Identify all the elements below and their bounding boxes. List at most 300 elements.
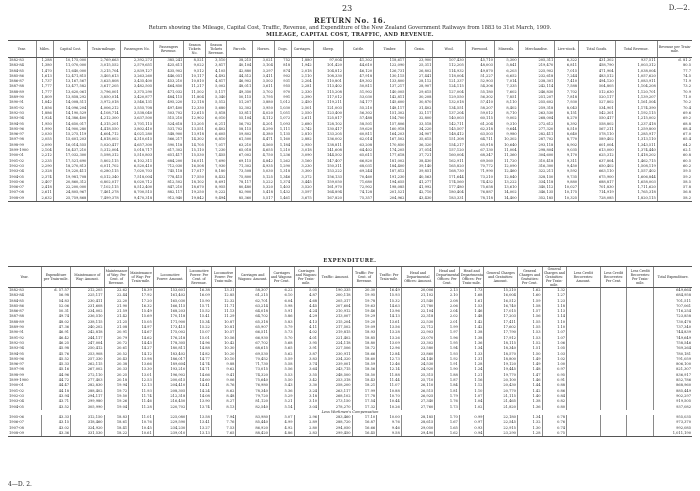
revenue-cell: 187,812 bbox=[374, 169, 406, 174]
revenue-cell: 153,222 bbox=[313, 169, 343, 174]
revenue-cell: 1896-97 bbox=[9, 132, 24, 137]
expenditure-cell: 1.36 bbox=[459, 341, 484, 346]
revenue-cell: 2,632 bbox=[36, 196, 53, 202]
revenue-cell: 1,003,312 bbox=[615, 63, 657, 68]
expenditure-cell: 11.93 bbox=[129, 389, 154, 394]
expenditure-cell: 227,506 bbox=[319, 346, 353, 351]
expenditure-cell: 4.29 bbox=[294, 314, 319, 319]
revenue-cell: 316,300 bbox=[518, 164, 555, 169]
expenditure-cell: 318,460 bbox=[71, 420, 105, 425]
revenue-cell: 1,613 bbox=[36, 74, 53, 79]
expenditure-cell: 13.27 bbox=[187, 426, 212, 431]
revenue-cell: 385,241 bbox=[154, 58, 184, 64]
expenditure-cell: 5.68 bbox=[269, 341, 294, 346]
revenue-column-header: Wool. bbox=[433, 41, 465, 58]
expenditure-cell: 234,002 bbox=[71, 309, 105, 314]
expenditure-cell: 1.91 bbox=[435, 362, 460, 367]
expenditure-cell: 22,903 bbox=[401, 330, 435, 335]
revenue-cell: 752 bbox=[274, 58, 291, 64]
expenditure-cell: 1901-02 bbox=[9, 388, 24, 393]
expenditure-cell: 9.76 bbox=[377, 420, 402, 425]
revenue-cell: 2,611 bbox=[36, 190, 53, 195]
expenditure-cell: 250,412 bbox=[71, 346, 105, 351]
revenue-cell: 4,750 bbox=[253, 153, 275, 158]
expenditure-cell: 10.44 bbox=[377, 399, 402, 404]
revenue-table bbox=[8, 40, 692, 202]
expenditure-cell: 1.34 bbox=[517, 415, 542, 420]
expenditure-cell: 13.90 bbox=[187, 399, 212, 404]
revenue-cell: 340,112 bbox=[518, 185, 555, 190]
expenditure-cell: 44.18 bbox=[42, 389, 71, 394]
expenditure-cell: 1894-95 bbox=[9, 351, 24, 356]
revenue-cell: 60.5 bbox=[657, 159, 692, 164]
revenue-cell: 70.9 bbox=[657, 90, 692, 95]
expenditure-cell: 29,490 bbox=[401, 431, 435, 437]
expenditure-cell: 1.94 bbox=[435, 346, 460, 351]
expenditure-cell: 13.13 bbox=[187, 431, 212, 437]
revenue-cell: 1,184 bbox=[274, 143, 291, 148]
revenue-cell: 6,402 bbox=[205, 127, 227, 132]
expenditure-cell: 14.74 bbox=[187, 362, 212, 367]
revenue-cell: 8,270 bbox=[555, 116, 579, 121]
expenditure-cell: 1.07 bbox=[542, 336, 567, 341]
revenue-cell: 1,508,119 bbox=[615, 164, 657, 169]
revenue-cell: 589,402 bbox=[579, 137, 616, 142]
expenditure-cell: 1.12 bbox=[459, 383, 484, 388]
expenditure-heading: EXPENDITURE. bbox=[323, 258, 377, 264]
revenue-cell: 67,130 bbox=[465, 148, 494, 153]
revenue-cell: 512,630 bbox=[579, 90, 616, 95]
revenue-cell: 2,104 bbox=[36, 148, 53, 153]
revenue-cell: 17,550 bbox=[184, 175, 206, 180]
revenue-cell: 147,407 bbox=[313, 159, 343, 164]
expenditure-cell: 28,615 bbox=[401, 420, 435, 425]
revenue-cell: 2,235 bbox=[36, 159, 53, 164]
revenue-cell: 3,375,290 bbox=[120, 90, 153, 95]
expenditure-cell: 10.10 bbox=[211, 357, 236, 362]
expenditure-cell: 65,318 bbox=[236, 320, 270, 325]
revenue-cell: 2,281 bbox=[292, 84, 314, 89]
expenditure-cell: 21.90 bbox=[104, 304, 129, 309]
revenue-cell: 663,110 bbox=[579, 169, 616, 174]
expenditure-cell: 16,512 bbox=[484, 299, 518, 304]
expenditure-cell: 6.10 bbox=[269, 293, 294, 298]
expenditure-column-header: Carriages and Wagons: Amount. bbox=[236, 267, 270, 288]
revenue-cell: 684,200 bbox=[154, 159, 184, 164]
expenditure-cell: 730,478 bbox=[654, 320, 692, 325]
revenue-cell: 36,320 bbox=[406, 143, 433, 148]
expenditure-cell: 836,917 bbox=[654, 373, 692, 378]
revenue-cell: 293,118 bbox=[518, 143, 555, 148]
expenditure-cell: 12.96 bbox=[377, 346, 402, 351]
expenditure-cell: 1.61 bbox=[459, 299, 484, 304]
revenue-cell: 9,644 bbox=[494, 127, 518, 132]
expenditure-cell: 22,915 bbox=[484, 426, 518, 431]
revenue-cell: 64,402 bbox=[343, 148, 373, 153]
expenditure-cell: 16.45 bbox=[352, 431, 377, 437]
expenditure-cell: 1.21 bbox=[459, 373, 484, 378]
revenue-cell: 28,907 bbox=[406, 84, 433, 89]
expenditure-cell: 737,340 bbox=[654, 325, 692, 330]
revenue-column-header: Cattle. bbox=[343, 41, 373, 58]
revenue-cell: 527,802 bbox=[579, 100, 616, 105]
expenditure-cell: 22,530 bbox=[401, 320, 435, 325]
revenue-cell: 137,204 bbox=[433, 111, 465, 116]
expenditure-cell: 11.44 bbox=[377, 378, 402, 383]
expenditure-cell: 1.50 bbox=[517, 352, 542, 357]
revenue-cell: 5,125 bbox=[253, 175, 275, 180]
revenue-cell: 272,612 bbox=[518, 122, 555, 127]
expenditure-cell: 1.18 bbox=[542, 304, 567, 309]
expenditure-cell: 1.88 bbox=[435, 373, 460, 378]
expenditure-cell: 22,545 bbox=[484, 420, 518, 425]
expenditure-cell: 166,115 bbox=[153, 304, 187, 309]
expenditure-cell: 1.36 bbox=[517, 405, 542, 410]
revenue-column-header: Horses. bbox=[253, 41, 275, 58]
expenditure-cell: 18.43 bbox=[352, 378, 377, 383]
expenditure-cell: 176,218 bbox=[153, 336, 187, 341]
revenue-cell: 14,705 bbox=[184, 143, 206, 148]
revenue-cell: 6,802,017 bbox=[88, 180, 120, 185]
expenditure-cell: 19.94 bbox=[104, 383, 129, 388]
revenue-cell: 46,120 bbox=[343, 69, 373, 74]
expenditure-cell: 15.41 bbox=[187, 314, 212, 319]
expenditure-cell: 1.10 bbox=[459, 389, 484, 394]
revenue-cell: 9,022 bbox=[184, 63, 206, 68]
revenue-cell: 59,802 bbox=[227, 132, 253, 137]
expenditure-cell: 12.85 bbox=[211, 293, 236, 298]
revenue-cell: 145,600 bbox=[374, 100, 406, 105]
expenditure-cell: 0.88 bbox=[542, 383, 567, 388]
expenditure-cell: 43.15 bbox=[42, 420, 71, 425]
revenue-cell: 4,020 bbox=[253, 111, 275, 116]
expenditure-cell: 21.42 bbox=[104, 314, 129, 319]
expenditure-cell: 236,510 bbox=[71, 314, 105, 319]
revenue-cell: 3,950 bbox=[253, 106, 275, 111]
expenditure-cell: 272,110 bbox=[71, 373, 105, 378]
revenue-cell: 10,175,000 bbox=[53, 58, 88, 64]
expenditure-column-header: Less Credit Recoveries: Per Cent. bbox=[600, 267, 627, 288]
revenue-cell: 1,174,390 bbox=[615, 106, 657, 111]
revenue-cell: 124,115 bbox=[433, 84, 465, 89]
revenue-cell: 1,030 bbox=[274, 106, 291, 111]
expenditure-cell: 22.44 bbox=[104, 293, 129, 298]
expenditure-cell: 5.05 bbox=[294, 288, 319, 294]
expenditure-cell: 1.65 bbox=[435, 426, 460, 431]
revenue-cell: 198,085 bbox=[374, 185, 406, 190]
expenditure-cell: 217,502 bbox=[319, 325, 353, 330]
expenditure-cell: 10.56 bbox=[211, 336, 236, 341]
expenditure-cell: 1.00 bbox=[542, 362, 567, 367]
expenditure-cell: 7.94 bbox=[211, 415, 236, 420]
expenditure-cell: 13.58 bbox=[187, 415, 212, 420]
revenue-cell: 5,418 bbox=[253, 190, 275, 195]
revenue-cell: 49,350 bbox=[227, 90, 253, 95]
revenue-cell: 1897-98 bbox=[9, 137, 24, 142]
revenue-cell: 130,115 bbox=[374, 74, 406, 79]
expenditure-cell: 23,302 bbox=[401, 341, 435, 346]
revenue-cell: 54,177 bbox=[343, 100, 373, 105]
revenue-cell: 161,970 bbox=[313, 185, 343, 190]
revenue-cell: 132,018 bbox=[433, 100, 465, 105]
expenditure-cell: 1.87 bbox=[435, 378, 460, 383]
revenue-cell: 2,882 bbox=[292, 137, 314, 142]
expenditure-cell: 45.76 bbox=[42, 352, 71, 357]
revenue-cell: 7,588 bbox=[555, 84, 579, 89]
expenditure-cell: 212,318 bbox=[153, 394, 187, 399]
expenditure-cell: 21,780 bbox=[401, 304, 435, 309]
revenue-cell: 3,090 bbox=[292, 153, 314, 158]
revenue-cell: 6,520,410 bbox=[120, 164, 153, 169]
revenue-cell: 1,765,318 bbox=[615, 190, 657, 195]
revenue-cell: 1,120,701 bbox=[615, 90, 657, 95]
revenue-cell: 10,810 bbox=[184, 79, 206, 84]
expenditure-cell: 1.62 bbox=[435, 431, 460, 437]
revenue-cell: 160,918 bbox=[374, 127, 406, 132]
expenditure-column-header: Traffic: Per Train-mile. bbox=[377, 267, 402, 288]
revenue-cell: 484,115 bbox=[154, 95, 184, 100]
revenue-cell: 7,020,703 bbox=[120, 169, 153, 174]
expenditure-cell: 11.13 bbox=[211, 309, 236, 314]
expenditure-cell: 26,925 bbox=[401, 394, 435, 399]
revenue-cell: 164,894 bbox=[313, 190, 343, 195]
expenditure-cell: 17.92 bbox=[129, 293, 154, 298]
expenditure-cell: 20.52 bbox=[104, 352, 129, 357]
revenue-cell: 70,460 bbox=[343, 175, 373, 180]
expenditure-cell: 312,150 bbox=[71, 415, 105, 420]
expenditure-cell: 13.41 bbox=[187, 420, 212, 425]
expenditure-cell: 69,530 bbox=[236, 352, 270, 357]
revenue-cell: 1,856 bbox=[36, 106, 53, 111]
revenue-cell: 167,820 bbox=[313, 196, 343, 202]
expenditure-cell: 18.60 bbox=[352, 357, 377, 362]
revenue-cell: 15,601,203 bbox=[53, 137, 88, 142]
expenditure-column-header: Locomotive Power: Per Train-mile. bbox=[211, 267, 236, 288]
expenditure-cell: 208,305 bbox=[153, 389, 187, 394]
revenue-cell: 33,518 bbox=[406, 122, 433, 127]
revenue-cell: 52,302 bbox=[227, 106, 253, 111]
expenditure-cell: 18.72 bbox=[352, 346, 377, 351]
expenditure-cell: 50.31 bbox=[42, 309, 71, 314]
revenue-cell: 6,811 bbox=[555, 63, 579, 68]
expenditure-cell: 16.09 bbox=[187, 293, 212, 298]
expenditure-cell: 58,307 bbox=[236, 288, 270, 294]
expenditure-cell: 1892-93 bbox=[9, 340, 24, 345]
expenditure-cell: 1.93 bbox=[435, 352, 460, 357]
expenditure-cell: 1.02 bbox=[459, 405, 484, 410]
expenditure-cell: 5.21 bbox=[269, 399, 294, 404]
revenue-cell: 7,851 bbox=[494, 95, 518, 100]
revenue-cell: 1883-84 bbox=[9, 63, 24, 68]
revenue-cell: 1887-88 bbox=[9, 84, 24, 89]
revenue-cell: 10,325 bbox=[555, 196, 579, 202]
revenue-cell: 1,313,110 bbox=[615, 137, 657, 142]
revenue-cell: 141,608 bbox=[313, 148, 343, 153]
expenditure-cell: 221,402 bbox=[319, 336, 353, 341]
expenditure-cell: 1.96 bbox=[435, 336, 460, 341]
expenditure-cell: 7.76 bbox=[211, 420, 236, 425]
revenue-cell: 68.8 bbox=[657, 122, 692, 127]
expenditure-cell: 15.69 bbox=[129, 314, 154, 319]
revenue-cell: 7,930 bbox=[205, 164, 227, 169]
revenue-cell: 14,008,511 bbox=[53, 100, 88, 105]
revenue-cell: 42,880 bbox=[227, 69, 253, 74]
revenue-cell: 164,203 bbox=[374, 132, 406, 137]
revenue-cell: 7,461,278 bbox=[88, 190, 120, 195]
expenditure-column-header: Head and Departmental Offices: Amount. bbox=[401, 267, 435, 288]
expenditure-cell: 2.10 bbox=[435, 293, 460, 298]
revenue-cell: 34,907 bbox=[406, 132, 433, 137]
expenditure-cell: 14.96 bbox=[187, 341, 212, 346]
revenue-cell: 69.6 bbox=[657, 111, 692, 116]
expenditure-cell: 231,608 bbox=[71, 304, 105, 309]
revenue-cell: 3,230 bbox=[292, 164, 314, 169]
revenue-cell: 3,297 bbox=[253, 69, 275, 74]
revenue-cell: 16,508 bbox=[184, 164, 206, 169]
revenue-cell: 73,508 bbox=[227, 169, 253, 174]
revenue-cell: 62,014 bbox=[343, 137, 373, 142]
expenditure-cell: 17,015 bbox=[484, 309, 518, 314]
expenditure-cell: 9.41 bbox=[211, 373, 236, 378]
revenue-cell: 38,430 bbox=[406, 159, 433, 164]
revenue-cell: 1,072 bbox=[274, 116, 291, 121]
revenue-cell: 1,924 bbox=[36, 116, 53, 121]
revenue-cell: 1,318 bbox=[274, 169, 291, 174]
expenditure-cell: 19.20 bbox=[352, 320, 377, 325]
expenditure-cell: 16.87 bbox=[352, 420, 377, 425]
expenditure-cell: 17,411 bbox=[484, 320, 518, 325]
revenue-cell: 15,275,119 bbox=[53, 132, 88, 137]
expenditure-cell: 11.74 bbox=[129, 394, 154, 399]
revenue-cell: 136,002 bbox=[313, 137, 343, 142]
revenue-cell: 4,817 bbox=[205, 79, 227, 84]
revenue-cell: 29,615 bbox=[406, 90, 433, 95]
expenditure-cell: 216,450 bbox=[153, 399, 187, 404]
revenue-cell: 1,809 bbox=[36, 95, 53, 100]
revenue-cell: 14,900,280 bbox=[53, 127, 88, 132]
expenditure-cell: 5.73 bbox=[269, 330, 294, 335]
expenditure-cell: 3.91 bbox=[294, 346, 319, 351]
revenue-cell: 59,012 bbox=[465, 111, 494, 116]
revenue-cell: 58,207 bbox=[465, 106, 494, 111]
revenue-cell: 3,611 bbox=[253, 84, 275, 89]
expenditure-column-header: Total Expenditure. bbox=[654, 267, 692, 288]
revenue-cell: 431,302 bbox=[579, 58, 616, 64]
revenue-cell: 54,306 bbox=[465, 84, 494, 89]
revenue-cell: 10,640 bbox=[494, 143, 518, 148]
expenditure-cell: 1.47 bbox=[517, 373, 542, 378]
revenue-cell: 114,932 bbox=[433, 69, 465, 74]
revenue-column-header: Minerals. bbox=[494, 41, 518, 58]
expenditure-cell: 10.61 bbox=[129, 431, 154, 437]
expenditure-cell: 10.57 bbox=[211, 330, 236, 335]
revenue-cell: 20,860,312 bbox=[53, 180, 88, 185]
expenditure-cell: 74,320 bbox=[236, 373, 270, 378]
revenue-cell: 259,318 bbox=[518, 106, 555, 111]
revenue-cell: 3,445 bbox=[292, 180, 314, 185]
expenditure-cell: 1.55 bbox=[517, 320, 542, 325]
revenue-cell: 5,598,312 bbox=[88, 153, 120, 158]
revenue-cell: 494,120 bbox=[579, 79, 616, 84]
revenue-cell: 119,211 bbox=[313, 100, 343, 105]
revenue-cell: 6,652 bbox=[494, 74, 518, 79]
expenditure-cell: 23,070 bbox=[401, 336, 435, 341]
expenditure-cell: 23,580 bbox=[401, 346, 435, 351]
expenditure-cell: 4.13 bbox=[294, 320, 319, 325]
revenue-cell: 617,302 bbox=[154, 148, 184, 153]
revenue-cell: 160,004 bbox=[433, 153, 465, 158]
expenditure-cell: 1.31 bbox=[459, 357, 484, 362]
expenditure-cell: 22,712 bbox=[401, 325, 435, 330]
expenditure-cell: 22.62 bbox=[104, 288, 129, 294]
revenue-cell: 60.8 bbox=[657, 153, 692, 158]
expenditure-cell: 0.74 bbox=[542, 426, 567, 431]
expenditure-cell: 243,715 bbox=[319, 367, 353, 372]
expenditure-cell: 45.52 bbox=[42, 357, 71, 362]
revenue-cell: 2,374 bbox=[36, 175, 53, 180]
expenditure-cell: 0.95 bbox=[542, 373, 567, 378]
expenditure-cell: 4.02 bbox=[294, 330, 319, 335]
expenditure-cell: 18.85 bbox=[352, 336, 377, 341]
revenue-cell: 78,117 bbox=[227, 180, 253, 185]
revenue-cell: 637,804 bbox=[579, 159, 616, 164]
revenue-cell: 14,302 bbox=[184, 137, 206, 142]
revenue-cell: 10,175 bbox=[555, 190, 579, 195]
revenue-cell: 3,817 bbox=[205, 63, 227, 68]
revenue-cell: 59.2 bbox=[657, 175, 692, 180]
revenue-cell: 3,160 bbox=[292, 159, 314, 164]
revenue-cell: 156,133 bbox=[313, 175, 343, 180]
expenditure-cell: 15.01 bbox=[187, 336, 212, 341]
revenue-cell: 1,343,511 bbox=[615, 143, 657, 148]
expenditure-cell: 66,511 bbox=[236, 330, 270, 335]
expenditure-cell: 68,615 bbox=[236, 346, 270, 351]
revenue-cell: 70.2 bbox=[657, 100, 692, 105]
revenue-cell: 471,032 bbox=[154, 90, 184, 95]
expenditure-cell: 5.58 bbox=[269, 362, 294, 367]
revenue-cell: 51,207 bbox=[227, 100, 253, 105]
revenue-cell: 4,021,280 bbox=[120, 132, 153, 137]
revenue-cell: 58.2 bbox=[657, 196, 692, 202]
expenditure-cell: 1.16 bbox=[459, 378, 484, 383]
revenue-cell: 4,935 bbox=[253, 164, 275, 169]
expenditure-cell: 723,858 bbox=[654, 314, 692, 319]
revenue-cell: 304,600 bbox=[518, 153, 555, 158]
expenditure-cell: 1.48 bbox=[459, 314, 484, 319]
expenditure-cell: 1.73 bbox=[435, 405, 460, 410]
revenue-cell: 13,205 bbox=[184, 122, 206, 127]
expenditure-cell: 5.36 bbox=[269, 389, 294, 394]
revenue-cell: 8,691 bbox=[205, 180, 227, 185]
revenue-cell: 1,777 bbox=[36, 90, 53, 95]
revenue-cell: 4,212,300 bbox=[88, 116, 120, 121]
revenue-cell: 59.5 bbox=[657, 169, 692, 174]
expenditure-cell: 11.29 bbox=[211, 314, 236, 319]
revenue-cell: 61,204 bbox=[465, 122, 494, 127]
revenue-cell: 26,802 bbox=[406, 69, 433, 74]
revenue-cell: 1893-94 bbox=[9, 116, 24, 121]
revenue-cell: 5,002 bbox=[205, 84, 227, 89]
revenue-cell: d. 81.2 bbox=[657, 58, 692, 64]
revenue-cell: 2,110 bbox=[292, 74, 314, 79]
revenue-cell: 42,710 bbox=[406, 190, 433, 195]
revenue-column-header: Total Revenue. bbox=[615, 41, 657, 58]
revenue-cell: 5,018,717 bbox=[120, 148, 153, 153]
revenue-cell: 129,550 bbox=[433, 95, 465, 100]
expenditure-cell: 24,530 bbox=[401, 362, 435, 367]
revenue-cell: 3,795 bbox=[253, 95, 275, 100]
expenditure-cell: 1.68 bbox=[459, 293, 484, 298]
